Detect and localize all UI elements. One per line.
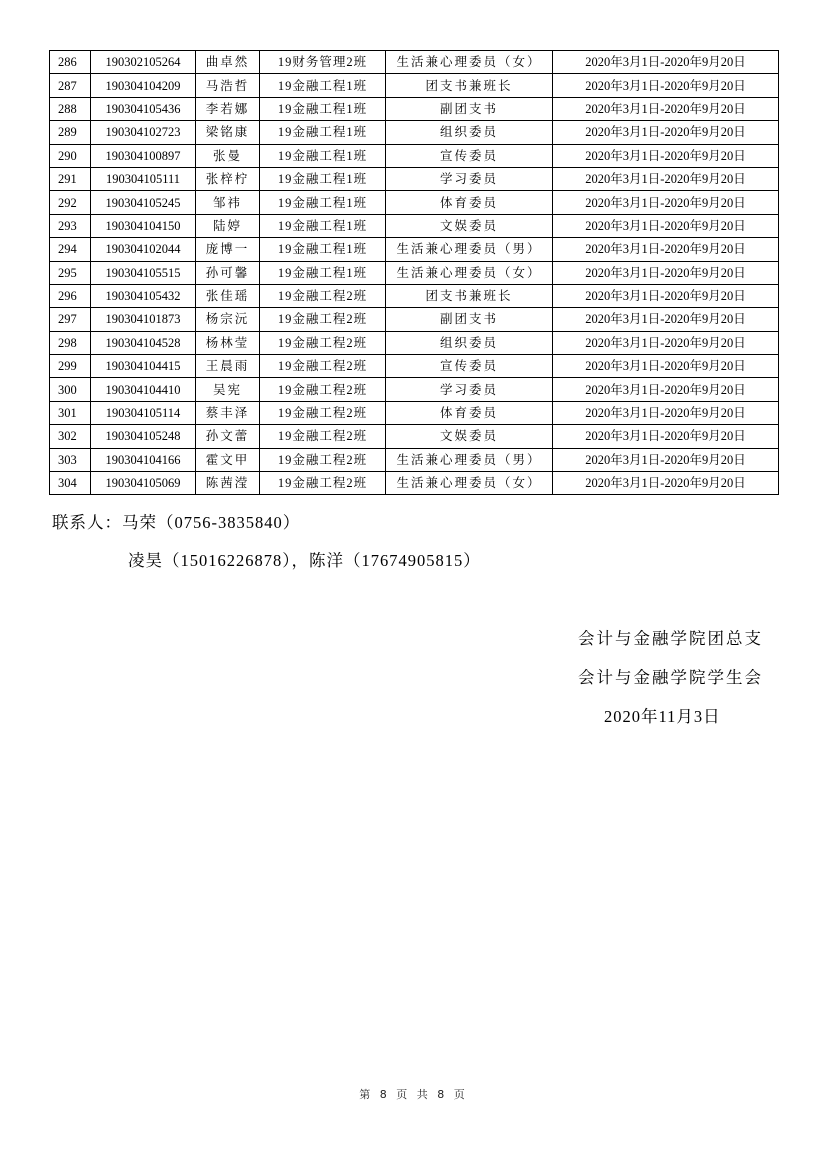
term-period-cell: 2020年3月1日-2020年9月20日 — [553, 378, 779, 401]
row-number-cell: 290 — [50, 144, 91, 167]
row-number-cell: 291 — [50, 167, 91, 190]
table-row — [50, 448, 779, 471]
table-row — [50, 97, 779, 120]
table-row — [50, 355, 779, 378]
table-row — [50, 144, 779, 167]
row-number-cell: 289 — [50, 121, 91, 144]
row-number-cell: 293 — [50, 214, 91, 237]
student-name-cell: 马浩哲 — [196, 74, 260, 97]
table-row — [50, 214, 779, 237]
student-id-cell: 190304105114 — [91, 401, 196, 424]
class-name-cell: 19金融工程2班 — [260, 448, 386, 471]
class-name-cell: 19金融工程2班 — [260, 284, 386, 307]
term-period-cell: 2020年3月1日-2020年9月20日 — [553, 331, 779, 354]
officer-role-cell: 团支书兼班长 — [386, 74, 553, 97]
student-id-cell: 190304105248 — [91, 425, 196, 448]
table-row — [50, 425, 779, 448]
term-period-cell: 2020年3月1日-2020年9月20日 — [553, 401, 779, 424]
student-id-cell: 190302105264 — [91, 51, 196, 74]
term-period-cell: 2020年3月1日-2020年9月20日 — [553, 121, 779, 144]
term-period-cell: 2020年3月1日-2020年9月20日 — [553, 74, 779, 97]
table-row — [50, 378, 779, 401]
contact-line-primary: 联系人：马荣（0756-3835840） — [52, 513, 301, 532]
officer-role-cell: 宣传委员 — [386, 144, 553, 167]
student-name-cell: 杨宗沅 — [196, 308, 260, 331]
row-number-cell: 300 — [50, 378, 91, 401]
officer-role-cell: 副团支书 — [386, 308, 553, 331]
student-id-cell: 190304101873 — [91, 308, 196, 331]
row-number-cell: 292 — [50, 191, 91, 214]
officer-role-cell: 副团支书 — [386, 97, 553, 120]
student-id-cell: 190304105432 — [91, 284, 196, 307]
class-name-cell: 19金融工程1班 — [260, 214, 386, 237]
table-row — [50, 51, 779, 74]
class-name-cell: 19金融工程1班 — [260, 261, 386, 284]
class-name-cell: 19金融工程1班 — [260, 238, 386, 261]
class-name-cell: 19财务管理2班 — [260, 51, 386, 74]
table-row — [50, 238, 779, 261]
term-period-cell: 2020年3月1日-2020年9月20日 — [553, 144, 779, 167]
officer-role-cell: 学习委员 — [386, 378, 553, 401]
student-id-cell: 190304100897 — [91, 144, 196, 167]
officer-role-cell: 体育委员 — [386, 401, 553, 424]
officer-role-cell: 组织委员 — [386, 331, 553, 354]
student-name-cell: 庞博一 — [196, 238, 260, 261]
student-name-cell: 吴宪 — [196, 378, 260, 401]
officer-role-cell: 宣传委员 — [386, 355, 553, 378]
student-id-cell: 190304104150 — [91, 214, 196, 237]
term-period-cell: 2020年3月1日-2020年9月20日 — [553, 472, 779, 495]
officer-role-cell: 学习委员 — [386, 167, 553, 190]
student-name-cell: 霍文甲 — [196, 448, 260, 471]
student-id-cell: 190304104528 — [91, 331, 196, 354]
term-period-cell: 2020年3月1日-2020年9月20日 — [553, 214, 779, 237]
student-id-cell: 190304104166 — [91, 448, 196, 471]
class-name-cell: 19金融工程2班 — [260, 308, 386, 331]
class-name-cell: 19金融工程1班 — [260, 167, 386, 190]
class-name-cell: 19金融工程2班 — [260, 472, 386, 495]
student-name-cell: 张曼 — [196, 144, 260, 167]
term-period-cell: 2020年3月1日-2020年9月20日 — [553, 448, 779, 471]
term-period-cell: 2020年3月1日-2020年9月20日 — [553, 51, 779, 74]
student-name-cell: 邹祎 — [196, 191, 260, 214]
student-id-cell: 190304105111 — [91, 167, 196, 190]
term-period-cell: 2020年3月1日-2020年9月20日 — [553, 97, 779, 120]
student-name-cell: 陆婷 — [196, 214, 260, 237]
officer-role-cell: 文娱委员 — [386, 425, 553, 448]
row-number-cell: 302 — [50, 425, 91, 448]
officer-role-cell: 生活兼心理委员（男） — [386, 238, 553, 261]
signature-org-league: 会计与金融学院团总支 — [578, 629, 763, 648]
class-name-cell: 19金融工程2班 — [260, 425, 386, 448]
term-period-cell: 2020年3月1日-2020年9月20日 — [553, 308, 779, 331]
term-period-cell: 2020年3月1日-2020年9月20日 — [553, 238, 779, 261]
officer-roster-table — [49, 50, 779, 495]
student-name-cell: 孙文蕾 — [196, 425, 260, 448]
officer-role-cell: 组织委员 — [386, 121, 553, 144]
term-period-cell: 2020年3月1日-2020年9月20日 — [553, 191, 779, 214]
class-name-cell: 19金融工程2班 — [260, 355, 386, 378]
page-number-footer: 第 8 页 共 8 页 — [359, 1088, 468, 1101]
roster-body — [50, 51, 779, 495]
row-number-cell: 297 — [50, 308, 91, 331]
student-name-cell: 梁铭康 — [196, 121, 260, 144]
officer-role-cell: 体育委员 — [386, 191, 553, 214]
row-number-cell: 286 — [50, 51, 91, 74]
row-number-cell: 304 — [50, 472, 91, 495]
row-number-cell: 287 — [50, 74, 91, 97]
table-row — [50, 167, 779, 190]
student-id-cell: 190304102044 — [91, 238, 196, 261]
row-number-cell: 299 — [50, 355, 91, 378]
officer-role-cell: 生活兼心理委员（女） — [386, 472, 553, 495]
student-name-cell: 蔡丰泽 — [196, 401, 260, 424]
table-row — [50, 308, 779, 331]
table-row — [50, 401, 779, 424]
signature-org-union: 会计与金融学院学生会 — [578, 668, 763, 687]
student-name-cell: 杨林莹 — [196, 331, 260, 354]
student-name-cell: 张梓柠 — [196, 167, 260, 190]
row-number-cell: 296 — [50, 284, 91, 307]
table-row — [50, 261, 779, 284]
student-id-cell: 190304105245 — [91, 191, 196, 214]
term-period-cell: 2020年3月1日-2020年9月20日 — [553, 261, 779, 284]
class-name-cell: 19金融工程1班 — [260, 121, 386, 144]
table-row — [50, 284, 779, 307]
student-id-cell: 190304104209 — [91, 74, 196, 97]
student-name-cell: 陈茜滢 — [196, 472, 260, 495]
table-row — [50, 331, 779, 354]
student-name-cell: 孙可馨 — [196, 261, 260, 284]
row-number-cell: 295 — [50, 261, 91, 284]
student-id-cell: 190304104415 — [91, 355, 196, 378]
student-id-cell: 190304104410 — [91, 378, 196, 401]
table-row — [50, 121, 779, 144]
row-number-cell: 303 — [50, 448, 91, 471]
officer-role-cell: 生活兼心理委员（男） — [386, 448, 553, 471]
student-id-cell: 190304102723 — [91, 121, 196, 144]
officer-role-cell: 团支书兼班长 — [386, 284, 553, 307]
table-row — [50, 74, 779, 97]
signature-date: 2020年11月3日 — [604, 707, 721, 726]
contact-line-secondary: 凌昊（15016226878），陈洋（17674905815） — [128, 551, 481, 570]
table-row — [50, 191, 779, 214]
class-name-cell: 19金融工程2班 — [260, 378, 386, 401]
term-period-cell: 2020年3月1日-2020年9月20日 — [553, 284, 779, 307]
student-id-cell: 190304105515 — [91, 261, 196, 284]
student-name-cell: 张佳瑶 — [196, 284, 260, 307]
row-number-cell: 294 — [50, 238, 91, 261]
class-name-cell: 19金融工程1班 — [260, 74, 386, 97]
row-number-cell: 301 — [50, 401, 91, 424]
student-name-cell: 曲卓然 — [196, 51, 260, 74]
term-period-cell: 2020年3月1日-2020年9月20日 — [553, 167, 779, 190]
student-name-cell: 王晨雨 — [196, 355, 260, 378]
student-id-cell: 190304105069 — [91, 472, 196, 495]
row-number-cell: 298 — [50, 331, 91, 354]
officer-role-cell: 生活兼心理委员（女） — [386, 261, 553, 284]
officer-role-cell: 生活兼心理委员（女） — [386, 51, 553, 74]
officer-role-cell: 文娱委员 — [386, 214, 553, 237]
row-number-cell: 288 — [50, 97, 91, 120]
term-period-cell: 2020年3月1日-2020年9月20日 — [553, 355, 779, 378]
class-name-cell: 19金融工程1班 — [260, 97, 386, 120]
class-name-cell: 19金融工程1班 — [260, 144, 386, 167]
class-name-cell: 19金融工程2班 — [260, 401, 386, 424]
student-name-cell: 李若娜 — [196, 97, 260, 120]
term-period-cell: 2020年3月1日-2020年9月20日 — [553, 425, 779, 448]
class-name-cell: 19金融工程2班 — [260, 331, 386, 354]
table-row — [50, 472, 779, 495]
class-name-cell: 19金融工程1班 — [260, 191, 386, 214]
student-id-cell: 190304105436 — [91, 97, 196, 120]
